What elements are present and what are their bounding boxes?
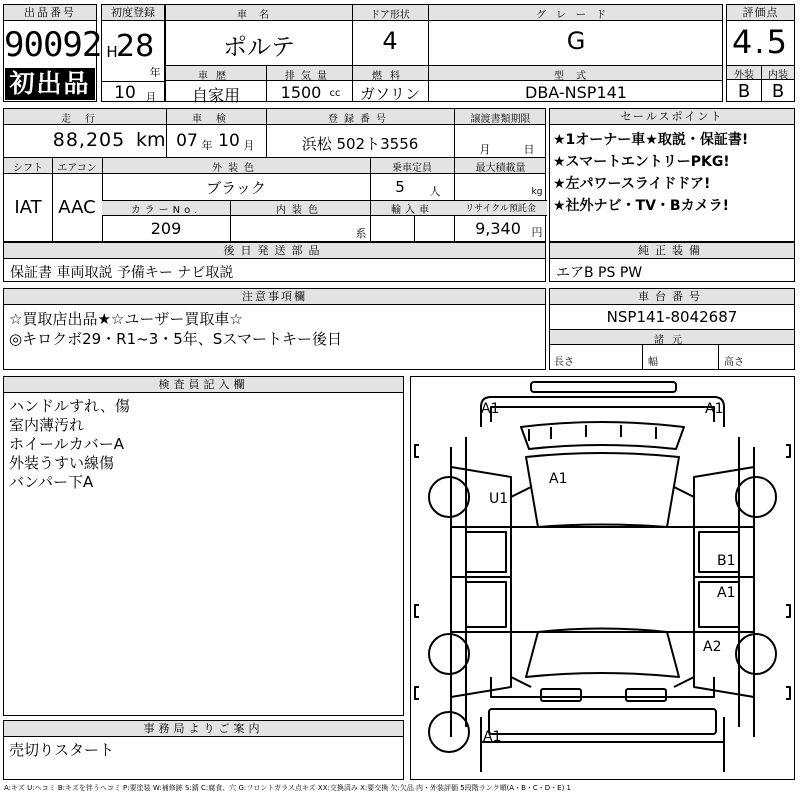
plate-number: 浜松 502ト3556: [301, 135, 419, 153]
plate-label: 登録番号: [328, 114, 392, 125]
windshield: [521, 422, 684, 449]
lot-number-label: 出品番号: [4, 5, 96, 21]
inspector-box: [3, 376, 404, 716]
month-unit: 月: [145, 91, 157, 104]
sales-point-item: ★1オーナー車★取説・保証書!: [553, 132, 749, 148]
later-parts-box: [3, 242, 546, 282]
inspection-year-unit: 年: [201, 139, 213, 152]
mileage-label: 走行: [61, 114, 109, 125]
displacement: 1500: [280, 83, 322, 102]
sales-point-item: ★スマートエントリーPKG!: [553, 154, 730, 170]
first-registration-box: [101, 4, 165, 102]
length-label: 長さ: [554, 357, 574, 368]
color-no-label: カラーNo.: [130, 205, 202, 216]
front-bumper: [531, 382, 676, 392]
ac-label: エアコン: [57, 163, 97, 174]
load-unit: kg: [531, 187, 543, 197]
office-box: [3, 720, 404, 780]
model-code-label: 型式: [554, 71, 598, 82]
equipment: エアB PS PW: [556, 265, 643, 281]
recycle-fee: 9,340: [475, 219, 521, 238]
wheel-rear-left: [429, 634, 469, 674]
transfer-month-unit: 月: [479, 143, 491, 156]
wheel-front-left: [429, 477, 469, 517]
damage-diagram: [410, 376, 795, 780]
roof-outline: [526, 453, 679, 527]
capacity-label: 乗車定員: [392, 163, 432, 174]
sales-points-label: セールスポイント: [550, 109, 794, 125]
interior-color-unit: 系: [355, 227, 367, 240]
color-number: 209: [150, 219, 182, 238]
chassis-label: 車台番号: [550, 289, 794, 305]
inspection-year: 07: [176, 131, 198, 151]
inspector-line: バンパー下A: [9, 473, 94, 491]
damage-mark: B1: [717, 553, 736, 569]
damage-mark: A2: [703, 639, 722, 655]
transfer-label: 譲渡書類期限: [470, 114, 531, 125]
first-reg-month: 10: [114, 83, 136, 103]
damage-mark: A1: [549, 471, 568, 487]
lot-number: 90092: [4, 25, 102, 65]
sales-points-list: [553, 129, 793, 217]
displacement-unit: cc: [329, 88, 341, 99]
damage-mark: A1: [483, 729, 502, 745]
rear-bumper: [489, 709, 716, 734]
cabin-outline: [511, 527, 694, 632]
exterior-color: ブラック: [206, 179, 266, 197]
grade-label: グレード: [536, 10, 616, 21]
damage-mark: A1: [717, 585, 736, 601]
recycle-unit: 円: [531, 226, 543, 239]
rear-plate: [541, 689, 581, 701]
inspector-line: ハンドルすれ、傷: [9, 397, 130, 415]
lot-number-box: [3, 4, 102, 102]
inspector-notes: [9, 397, 130, 492]
history: 自家用: [191, 86, 240, 105]
year-unit: 年: [149, 66, 161, 79]
notes-list: [9, 309, 342, 349]
history-label: 車歴: [198, 71, 234, 82]
capacity: 5: [395, 178, 405, 196]
sales-points-box: [549, 108, 795, 242]
height-label: 高さ: [724, 357, 744, 368]
shift-label: シフト: [13, 163, 43, 174]
rear-window: [526, 629, 679, 678]
car-name: ポルテ: [223, 33, 295, 61]
damage-mark: A1: [705, 401, 724, 417]
office-label: 事務局よりご案内: [4, 721, 403, 737]
exterior-label: 外装: [734, 70, 754, 81]
note-line: ◎キロクボ29・R1~3・5年、Sスマートキー後日: [9, 330, 343, 348]
first-listing-text: 初出品: [9, 69, 91, 98]
later-parts-label: 後日発送部品: [4, 243, 545, 259]
capacity-unit: 人: [429, 185, 441, 198]
later-parts: 保証書 車両取説 予備キー ナビ取説: [10, 265, 234, 281]
inspector-line: 室内薄汚れ: [9, 416, 85, 434]
door-label: ドア形状: [370, 10, 410, 21]
damage-mark: U1: [489, 491, 509, 507]
wheel-rear-right: [736, 634, 776, 674]
sales-point-item: ★社外ナビ・TV・Bカメラ!: [553, 198, 729, 214]
chassis-number: NSP141-8042687: [606, 308, 738, 326]
dims-label: 諸元: [654, 335, 690, 346]
first-reg-year: 28: [116, 29, 155, 64]
displacement-label: 排気量: [285, 71, 333, 82]
score-label: 評価点: [727, 5, 794, 21]
exterior-color-label: 外装色: [212, 163, 260, 174]
damage-mark: A1: [481, 401, 500, 417]
score: 4.5: [732, 23, 789, 61]
sales-point-item: ★左パワースライドドア!: [553, 176, 711, 192]
ac: AAC: [58, 197, 96, 218]
wheel-front-right: [736, 477, 776, 517]
first-listing-badge: [5, 68, 95, 100]
interior-label: 内装: [768, 70, 788, 81]
car-name-label: 車名: [237, 10, 281, 21]
inspection-month: 10: [218, 131, 240, 151]
inspection-month-unit: 月: [243, 139, 255, 152]
exterior-grade: B: [737, 81, 751, 102]
mileage: 88,205: [52, 129, 126, 151]
interior-grade: B: [771, 81, 785, 102]
details-box: [3, 108, 546, 242]
notes-box: [3, 288, 546, 370]
inspector-line: ホイールカバーA: [9, 435, 124, 453]
door-count: 4: [382, 27, 398, 55]
equipment-label: 純正装備: [550, 243, 794, 259]
inspector-line: 外装うすい線傷: [9, 454, 115, 472]
vehicle-info-box: [165, 4, 723, 105]
car-diagram-svg: [411, 377, 794, 779]
equipment-box: [549, 242, 795, 282]
transfer-day-unit: 日: [523, 143, 535, 156]
notes-label: 注意事項欄: [4, 289, 545, 305]
note-line: ☆買取店出品★☆ユーザー買取車☆: [9, 310, 243, 328]
damage-legend: A:キズ U:ヘコミ B:キズを伴うヘコミ P:要塗装 W:補修跡 S:錆 C:腐食、穴 G:フロントガラス点キズ XX:交換済み X:要交換 欠:欠品 内・外装評価 5段階ランク順(A・B・C・D・E) 1: [4, 784, 572, 792]
width-label: 幅: [648, 357, 658, 368]
grade: G: [566, 27, 586, 55]
interior-color-label: 内装色: [276, 205, 324, 216]
era: H: [106, 43, 118, 61]
mileage-unit: km: [136, 129, 166, 151]
recycle-label: リサイクル預託金: [465, 204, 536, 214]
first-reg-label: 初度登録: [102, 5, 164, 21]
import-label: 輸入車: [391, 205, 433, 216]
spare-wheel: [429, 712, 469, 752]
inspector-label: 検査員記入欄: [4, 377, 403, 393]
inspection-label: 車検: [192, 114, 240, 125]
fuel: ガソリン: [359, 85, 420, 103]
office-message: 売切りスタート: [9, 741, 115, 759]
chassis-box: [549, 288, 795, 370]
rear-bottom-outline: [481, 717, 724, 772]
load-label: 最大積載量: [475, 163, 526, 174]
model-code: DBA-NSP141: [525, 83, 627, 102]
fuel-label: 燃料: [372, 71, 408, 82]
score-box: [726, 4, 795, 102]
shift: IAT: [14, 197, 42, 218]
